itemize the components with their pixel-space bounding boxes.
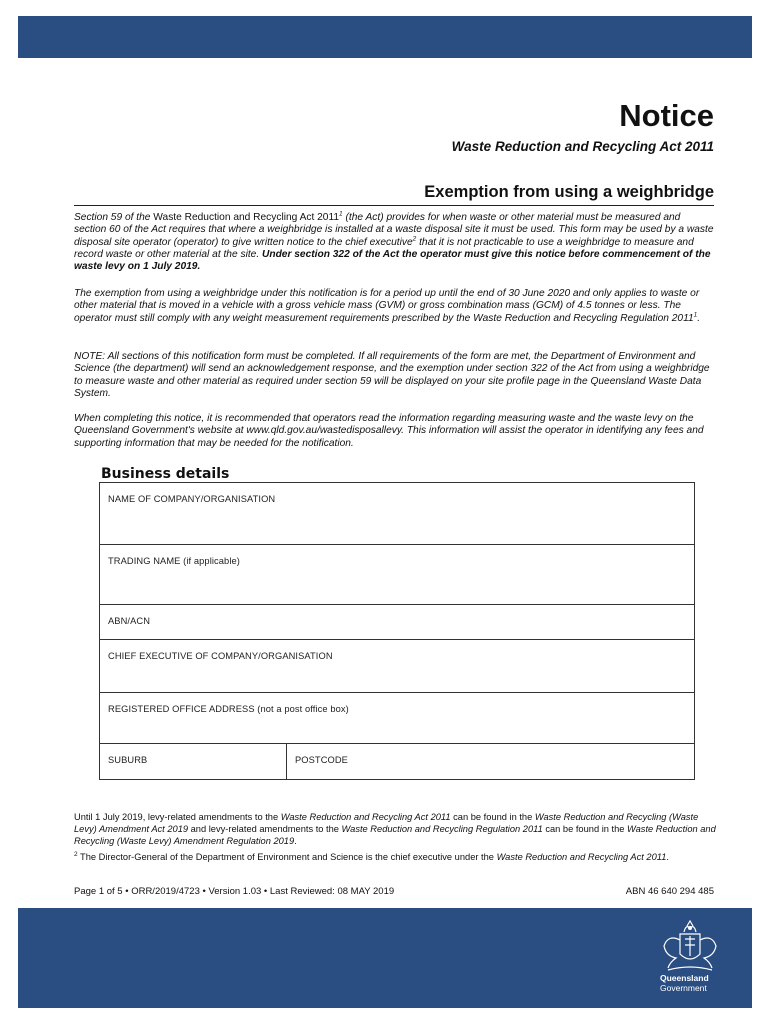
intro-paragraph-1: Section 59 of the Waste Reduction and Recycling Act 2011$^1$ (the Act) provides for when waste or other material must be measured and section 60 of the Act requires that where a weighbridge is installed at a waste disposal site it must be used. This form may be used by a waste disposal site operator (operator) to give written notice to the chief executive$^2$ that it is not practicable to use a weighbridge to measure and record waste or other material at the site. Under section 322 of the Act the operator must give this notice before commencement of the waste levy on 1 July 2019. <box>74 210 714 273</box>
act-subtitle: Waste Reduction and Recycling Act 2011 <box>451 139 714 154</box>
postcode-field[interactable] <box>286 744 694 779</box>
registered-address-row <box>100 692 694 743</box>
abn-acn-label: ABN/ACN <box>108 616 151 626</box>
footnotes <box>74 811 718 867</box>
chief-executive-row <box>100 639 694 692</box>
top-banner <box>18 16 752 58</box>
queensland-government-logo: Queensland Government <box>660 973 709 993</box>
queensland-crest-icon <box>654 920 726 974</box>
chief-executive-label: CHIEF EXECUTIVE OF COMPANY/ORGANISATION <box>108 651 333 661</box>
footer-page-info: Page 1 of 5 • ORR/2019/4723 • Version 1.03 • Last Reviewed: 08 MAY 2019 <box>74 886 395 897</box>
footnote-2: $^2$ The Director-General of the Department of Environment and Science is the chief executive under the Waste Reduction and Recycling Act 2011. <box>74 850 670 862</box>
chief-executive-field[interactable] <box>100 640 694 692</box>
postcode-label: POSTCODE <box>295 755 348 765</box>
footnote-1: Until 1 July 2019, levy-related amendments to the Waste Reduction and Recycling Act 2011 can be found in the Waste Reduction and Recycling (Waste Levy) Amendment Act 2019 and levy-related amendments to the Waste Reduction and Recycling Regulation 2011 can be found in the Waste Reduction and Recycling (Waste Levy) Amendment Regulation 2019. <box>74 812 716 846</box>
suburb-field[interactable] <box>100 744 286 779</box>
registered-address-field[interactable] <box>100 693 694 743</box>
company-name-row <box>100 483 694 544</box>
company-name-label: NAME OF COMPANY/ORGANISATION <box>108 494 276 504</box>
suburb-postcode-row <box>100 743 694 779</box>
intro-paragraph-4: When completing this notice, it is recommended that operators read the information regarding measuring waste and the waste levy on the Queensland Government's website at www.qld.gov.au/wastedisposallevy. This information will assist the operator in identifying any fees and supporting information that may be needed for the notification. <box>74 413 704 449</box>
abn-acn-field[interactable] <box>100 605 694 639</box>
section-heading: Exemption from using a weighbridge <box>74 183 714 206</box>
footer-abn: ABN 46 640 294 485 <box>625 886 714 897</box>
suburb-label: SUBURB <box>108 755 148 765</box>
abn-acn-row <box>100 604 694 639</box>
business-details-form <box>99 482 695 780</box>
business-details-heading: Business details <box>101 466 230 482</box>
page-title: Notice <box>619 98 714 133</box>
company-name-field[interactable] <box>100 483 694 544</box>
intro-paragraph-2: The exemption from using a weighbridge under this notification is for a period up until the end of 30 June 2020 and only applies to waste or other material that is moved in a vehicle with a gross vehicle mass (GVM) or gross combination mass (GCM) of 4.5 tonnes or less. The operator must still comply with any weight measurement requirements prescribed by the Waste Reduction and Recycling Regulation 2011$^1$. <box>74 288 701 324</box>
footer-banner <box>18 908 752 1008</box>
trading-name-field[interactable] <box>100 545 694 604</box>
trading-name-row <box>100 544 694 604</box>
trading-name-label: TRADING NAME (if applicable) <box>108 556 240 566</box>
intro-paragraph-3: NOTE: All sections of this notification form must be completed. If all requirements of the form are met, the Department of Environment and Science (the department) will send an acknowledgement response, and the exemption under section 322 of the Act from using a weighbridge to measure waste and other material as required under section 59 will be displayed on your site profile page in the Queensland Waste Data System. <box>74 351 710 399</box>
registered-address-label: REGISTERED OFFICE ADDRESS (not a post office box) <box>108 704 349 714</box>
